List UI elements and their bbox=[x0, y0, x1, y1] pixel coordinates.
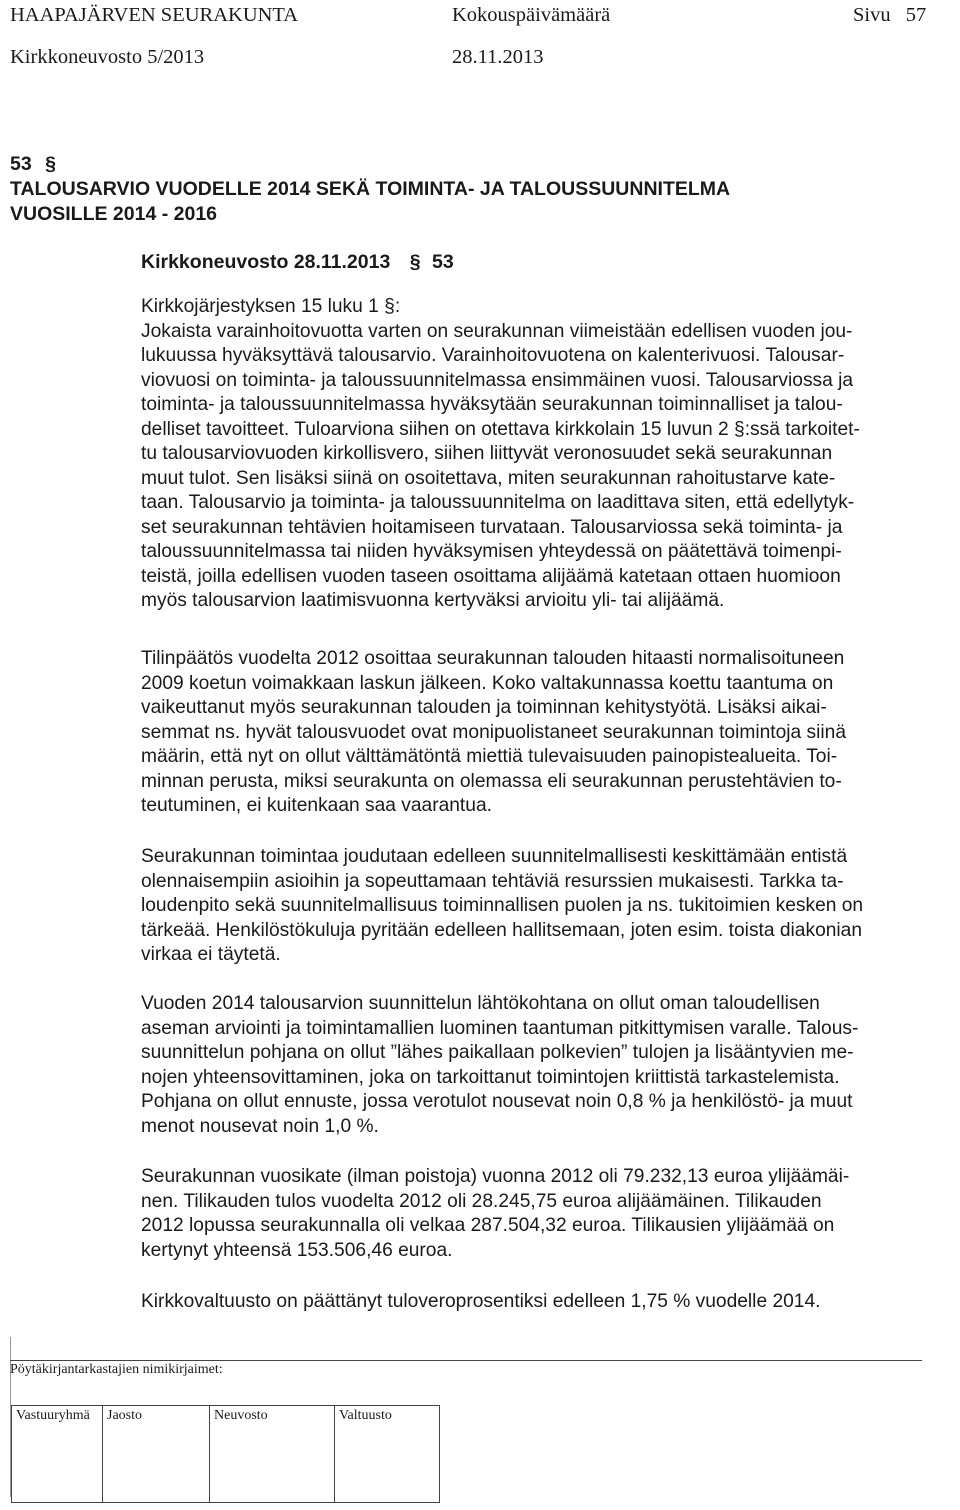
paragraph-line: 2009 koetun voimakkaan laskun jälkeen. Koko valtakunnassa koettu taantuma on bbox=[141, 672, 834, 694]
approval-cell: Jaosto bbox=[103, 1406, 210, 1503]
section-number bbox=[10, 152, 56, 176]
approval-table bbox=[11, 1405, 440, 1503]
paragraph-5 bbox=[141, 1165, 933, 1263]
paragraph-line: set seurakunnan tehtävien hoitamiseen turvataan. Talousarviossa sekä toiminta- ja bbox=[141, 516, 843, 538]
paragraph-line: menot nousevat noin 1,0 %. bbox=[141, 1115, 379, 1137]
paragraph-line: Kirkkojärjestyksen 15 luku 1 §: bbox=[141, 296, 401, 317]
paragraph-line: nen. Tilikauden tulos vuodelta 2012 oli 28.245,75 euroa alijäämäinen. Tilikauden bbox=[141, 1190, 822, 1212]
section-reference-number: 53 bbox=[432, 251, 454, 273]
paragraph-line: nojen yhteensovittaminen, joka on tarkoittanut toimintojen kriittistä tarkastelemista. bbox=[141, 1066, 840, 1088]
paragraph-line: loudenpito sekä suunnitelmallisuus toiminnallisen puolen ja ns. tukitoimien kesken on bbox=[141, 895, 864, 916]
paragraph-line: virkaa ei täytetä. bbox=[141, 944, 281, 965]
section-reference bbox=[141, 250, 454, 274]
paragraph-line: Tilinpäätös vuodelta 2012 osoittaa seurakunnan talouden hitaasti normalisoituneen bbox=[141, 648, 845, 669]
page-label bbox=[853, 3, 926, 27]
paragraph-line: Pohjana on ollut ennuste, jossa verotulot nousevat noin 0,8 % ja henkilöstö- ja muut bbox=[141, 1091, 853, 1112]
paragraph-line: lukuussa hyväksyttävä talousarvio. Varainhoitovuotena on kalenterivuosi. Talousar- bbox=[141, 345, 845, 366]
paragraph-line: minnan perusta, miksi seurakunta on olemassa eli seurakunnan perustehtävien to- bbox=[141, 770, 842, 792]
paragraph-line: Seurakunnan vuosikate (ilman poistoja) vuonna 2012 oli 79.232,13 euroa ylijäämäi- bbox=[141, 1166, 850, 1187]
paragraph-line: semmat ns. hyvät talousvuodet ovat monipuolistaneet seurakunnan toimintoja siinä bbox=[141, 721, 847, 743]
paragraph-line: vaikeuttanut myös seurakunnan talouden ja toiminnan kehitystyötä. Lisäksi aikai- bbox=[141, 697, 827, 718]
org-name: HAAPAJÄRVEN SEURAKUNTA bbox=[10, 4, 299, 26]
paragraph-line: viovuosi on toiminta- ja taloussuunnitelmassa ensimmäinen vuosi. Talousarviossa ja bbox=[141, 369, 854, 391]
paragraph-line: toiminta- ja taloussuunnitelmassa hyväksytään seurakunnan toiminnalliset ja talou- bbox=[141, 394, 843, 415]
paragraph-line: Kirkkovaltuusto on päättänyt tuloveroprosentiksi edelleen 1,75 % vuodelle 2014. bbox=[141, 1291, 821, 1312]
meeting-date-label: Kokouspäivämäärä bbox=[452, 4, 611, 26]
paragraph-line: myös talousarvion laatimisvuonna kertyväksi arvioitu yli- tai alijäämä. bbox=[141, 590, 725, 611]
section-sign: § bbox=[409, 251, 421, 273]
paragraph-line: teistä, joilla edellisen vuoden taseen osoittama alijäämä katetaan ottaen huomioon bbox=[141, 565, 841, 587]
paragraph-line: suunnittelun pohjana on ollut ”lähes paikallaan polkevien” tulojen ja lisääntyvien me- bbox=[141, 1042, 854, 1063]
header-date: 28.11.2013 bbox=[452, 46, 544, 68]
paragraph-line: taloussuunnitelmassa tai niiden hyväksymisen yhteydessä on päätettävä toimenpi- bbox=[141, 541, 842, 562]
section-title-line1: TALOUSARVIO VUODELLE 2014 SEKÄ TOIMINTA- JA TALOUSSUUNNITELMA bbox=[10, 178, 731, 200]
section-number-text: 53 bbox=[10, 153, 32, 175]
approval-row bbox=[12, 1406, 440, 1503]
paragraph-line: Seurakunnan toimintaa joudutaan edelleen suunnitelmallisesti keskittämään entistä bbox=[141, 846, 848, 867]
paragraph-line: Jokaista varainhoitovuotta varten on seurakunnan viimeistään edellisen vuoden jou- bbox=[141, 320, 853, 342]
paragraph-line: 2012 lopussa seurakunnalla oli velkaa 287.504,32 euroa. Tilikausien ylijäämää on bbox=[141, 1215, 835, 1236]
paragraph-2 bbox=[141, 647, 933, 819]
approval-cell: Valtuusto bbox=[335, 1406, 440, 1503]
paragraph-line: kertynyt yhteensä 153.506,46 euroa. bbox=[141, 1239, 453, 1261]
paragraph-line: Vuoden 2014 talousarvion suunnittelun lähtökohtana on ollut oman taloudellisen bbox=[141, 993, 820, 1014]
footer-divider bbox=[10, 1360, 922, 1361]
paragraph-line: tärkeää. Henkilöstökuluja pyritään edelleen hallitsemaan, joten esim. toista diakonian bbox=[141, 919, 863, 941]
page-label-text: Sivu bbox=[853, 4, 891, 26]
paragraph-3 bbox=[141, 845, 933, 968]
approval-cell: Neuvosto bbox=[210, 1406, 335, 1503]
section-sign: § bbox=[45, 153, 56, 175]
paragraph-line: määrin, että nyt on ollut välttämätöntä miettiä tulevaisuuden painopistealueita. Toi- bbox=[141, 746, 838, 767]
paragraph-line: taan. Talousarvio ja toiminta- ja taloussuunnitelma on laadittava siten, että edellytyk- bbox=[141, 492, 855, 513]
paragraph-line: aseman arviointi ja toimintamallien luominen taantuman pitkittymisen varalle. Talous- bbox=[141, 1017, 859, 1039]
section-title-line2: VUOSILLE 2014 - 2016 bbox=[10, 203, 218, 225]
paragraph-line: muut tulot. Sen lisäksi siinä on osoitettava, miten seurakunnan rahoitustarve kate- bbox=[141, 467, 836, 489]
paragraph-line: teutuminen, ei kuitenkaan saa vaarantua. bbox=[141, 795, 492, 816]
paragraph-line: tu talousarviovuoden kirkollisvero, siihen liittyvät veronosuudet sekä seurakunnan bbox=[141, 443, 833, 464]
paragraph-1 bbox=[141, 295, 933, 614]
paragraph-line: delliset tavoitteet. Tuloarviona siihen on otettava kirkkolain 15 luvun 2 §:ssä tarkoitet- bbox=[141, 418, 860, 440]
section-reference-text: Kirkkoneuvosto 28.11.2013 bbox=[141, 251, 391, 273]
board-name: Kirkkoneuvosto 5/2013 bbox=[10, 46, 205, 68]
paragraph-6 bbox=[141, 1290, 933, 1315]
signature-label: Pöytäkirjantarkastajien nimikirjaimet: bbox=[10, 1362, 223, 1377]
approval-cell: Vastuuryhmä bbox=[12, 1406, 103, 1503]
page-number: 57 bbox=[905, 4, 927, 26]
paragraph-line: olennaisempiin asioihin ja sopeuttamaan tehtäviä resurssien mukaisesti. Tarkka ta- bbox=[141, 870, 844, 892]
paragraph-4 bbox=[141, 992, 933, 1139]
